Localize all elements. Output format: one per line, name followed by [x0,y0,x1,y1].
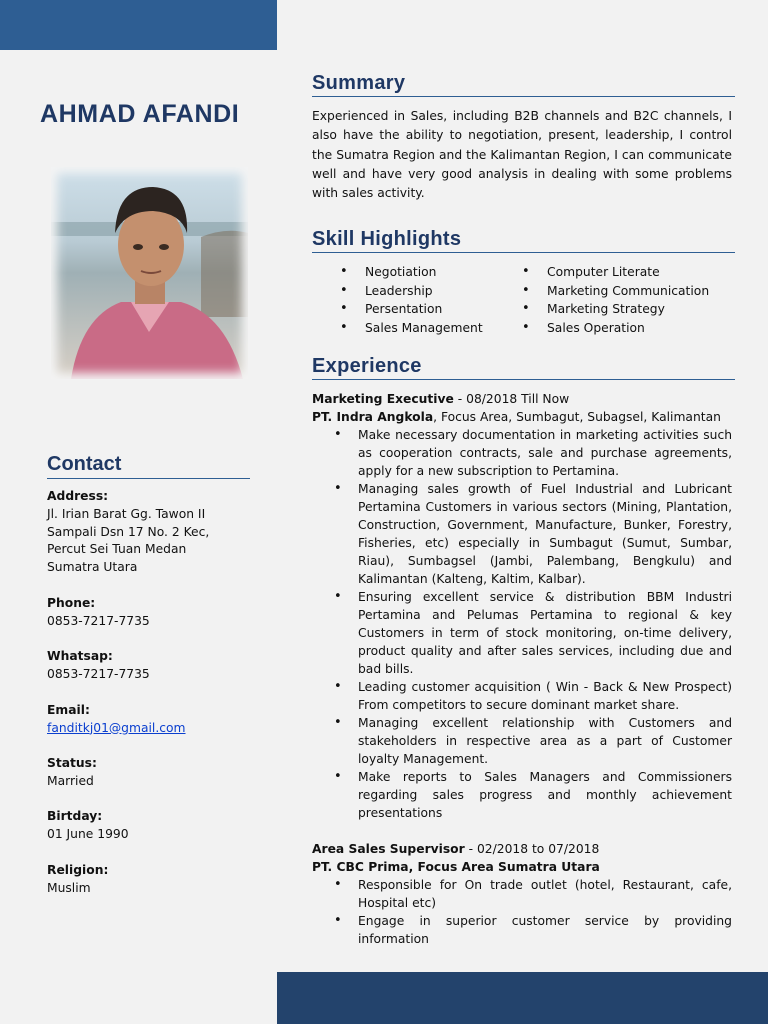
birthday-value: 01 June 1990 [47,826,129,841]
job-role: Area Sales Supervisor [312,842,465,856]
job-company: PT. CBC Prima, [312,860,414,874]
job-area: Focus Area Sumatra Utara [413,860,600,874]
address-label: Address: [47,489,109,503]
address-line: Sampali Dsn 17 No. 2 Kec, [47,524,210,539]
birthday-label: Birtday: [47,809,103,823]
address-line: Jl. Irian Barat Gg. Tawon II [47,506,206,521]
job-company: PT. Indra Angkola [312,410,434,424]
skills-column-2 [522,263,709,337]
address-line: Percut Sei Tuan Medan [47,542,187,557]
experience-heading: Experience [312,355,735,380]
contact-heading: Contact [47,453,250,479]
religion-block [47,862,267,898]
skill-item: • Persentation [340,300,483,319]
phone-block [47,595,267,631]
duty-item: • Make necessary documentation in marketing activities such as cooperation contracts, sale and purchase agreements, apply for a new subscription to Pertamina. [312,426,735,480]
address-line: Sumatra Utara [47,560,138,575]
duty-item: • Managing sales growth of Fuel Industrial and Lubricant Pertamina Customers in various sectors (Mining, Plantation, Construction, Government, Manufacture, Bunker, Forestry, Fisheries, etc) especially in Sumbagut (Sumut, Sumbar, Riau), Sumbagsel (Jambi, Palembang, Bengkulu) and Kalimantan (Kalteng, Kaltim, Kalbar). [312,480,735,588]
skill-item: • Computer Literate [522,263,709,282]
status-block [47,755,267,791]
religion-label: Religion: [47,863,109,877]
duty-item: • Make reports to Sales Managers and Commissioners regarding sales progress and monthly achievement presentations [312,768,735,822]
email-link[interactable]: fanditkj01@gmail.com [47,720,186,735]
job-entry-1 [312,390,735,822]
profile-photo [51,167,248,379]
religion-value: Muslim [47,880,91,895]
summary-heading: Summary [312,72,735,97]
whatsapp-value: 0853-7217-7735 [47,666,150,681]
job-company-line [312,858,735,876]
job-title-line [312,390,735,408]
skill-item: • Marketing Strategy [522,300,709,319]
skill-item: • Sales Operation [522,319,709,338]
job-period: - 08/2018 Till Now [453,392,570,406]
job-area: , Focus Area, Sumbagut, Subagsel, Kalimantan [433,410,721,424]
address-block [47,488,267,577]
job-period: - 02/2018 to 07/2018 [464,842,600,856]
whatsapp-block [47,648,267,684]
skill-item: • Leadership [340,282,483,301]
phone-label: Phone: [47,596,96,610]
whatsapp-label: Whatsap: [47,649,113,663]
birthday-block [47,808,267,844]
phone-value: 0853-7217-7735 [47,613,150,628]
job-role: Marketing Executive [312,392,454,406]
status-value: Married [47,773,94,788]
job-entry-2 [312,840,735,948]
duty-item: • Engage in superior customer service by providing information [312,912,735,948]
email-label: Email: [47,703,90,717]
sidebar [0,0,277,1024]
summary-text: Experienced in Sales, including B2B channels and B2C channels, I also have the ability to negotiation, present, leadership, I control the Sumatra Region and the Kalimantan Region, I can communicate well and have very good analysis in dealing with some problems with sales activity. [312,109,732,201]
duty-item: • Ensuring excellent service & distribution BBM Industri Pertamina and Pelumas Pertamina to regional & key Customers in term of stock monitoring, on-time delivery, product quality and after sales services, including due and bad bills. [312,588,735,678]
skills-column-1 [340,263,483,337]
skill-item: • Marketing Communication [522,282,709,301]
status-label: Status: [47,756,97,770]
duty-item: • Managing excellent relationship with Customers and stakeholders in respective area as a part of Customer loyalty Management. [312,714,735,768]
job-title-line [312,840,735,858]
skill-item: • Sales Management [340,319,483,338]
footer-accent-bar [277,972,768,1024]
email-block [47,702,267,738]
duty-item: • Leading customer acquisition ( Win - Back & New Prospect) From competitors to secure dominant market share. [312,678,735,714]
skills-heading: Skill Highlights [312,228,735,253]
photo-soft-edge [51,167,248,379]
job-duties [312,876,735,948]
duty-item: • Responsible for On trade outlet (hotel, Restaurant, cafe, Hospital etc) [312,876,735,912]
candidate-name: AHMAD AFANDI [40,100,240,128]
skill-item: • Negotiation [340,263,483,282]
job-company-line [312,408,735,426]
job-duties [312,426,735,822]
